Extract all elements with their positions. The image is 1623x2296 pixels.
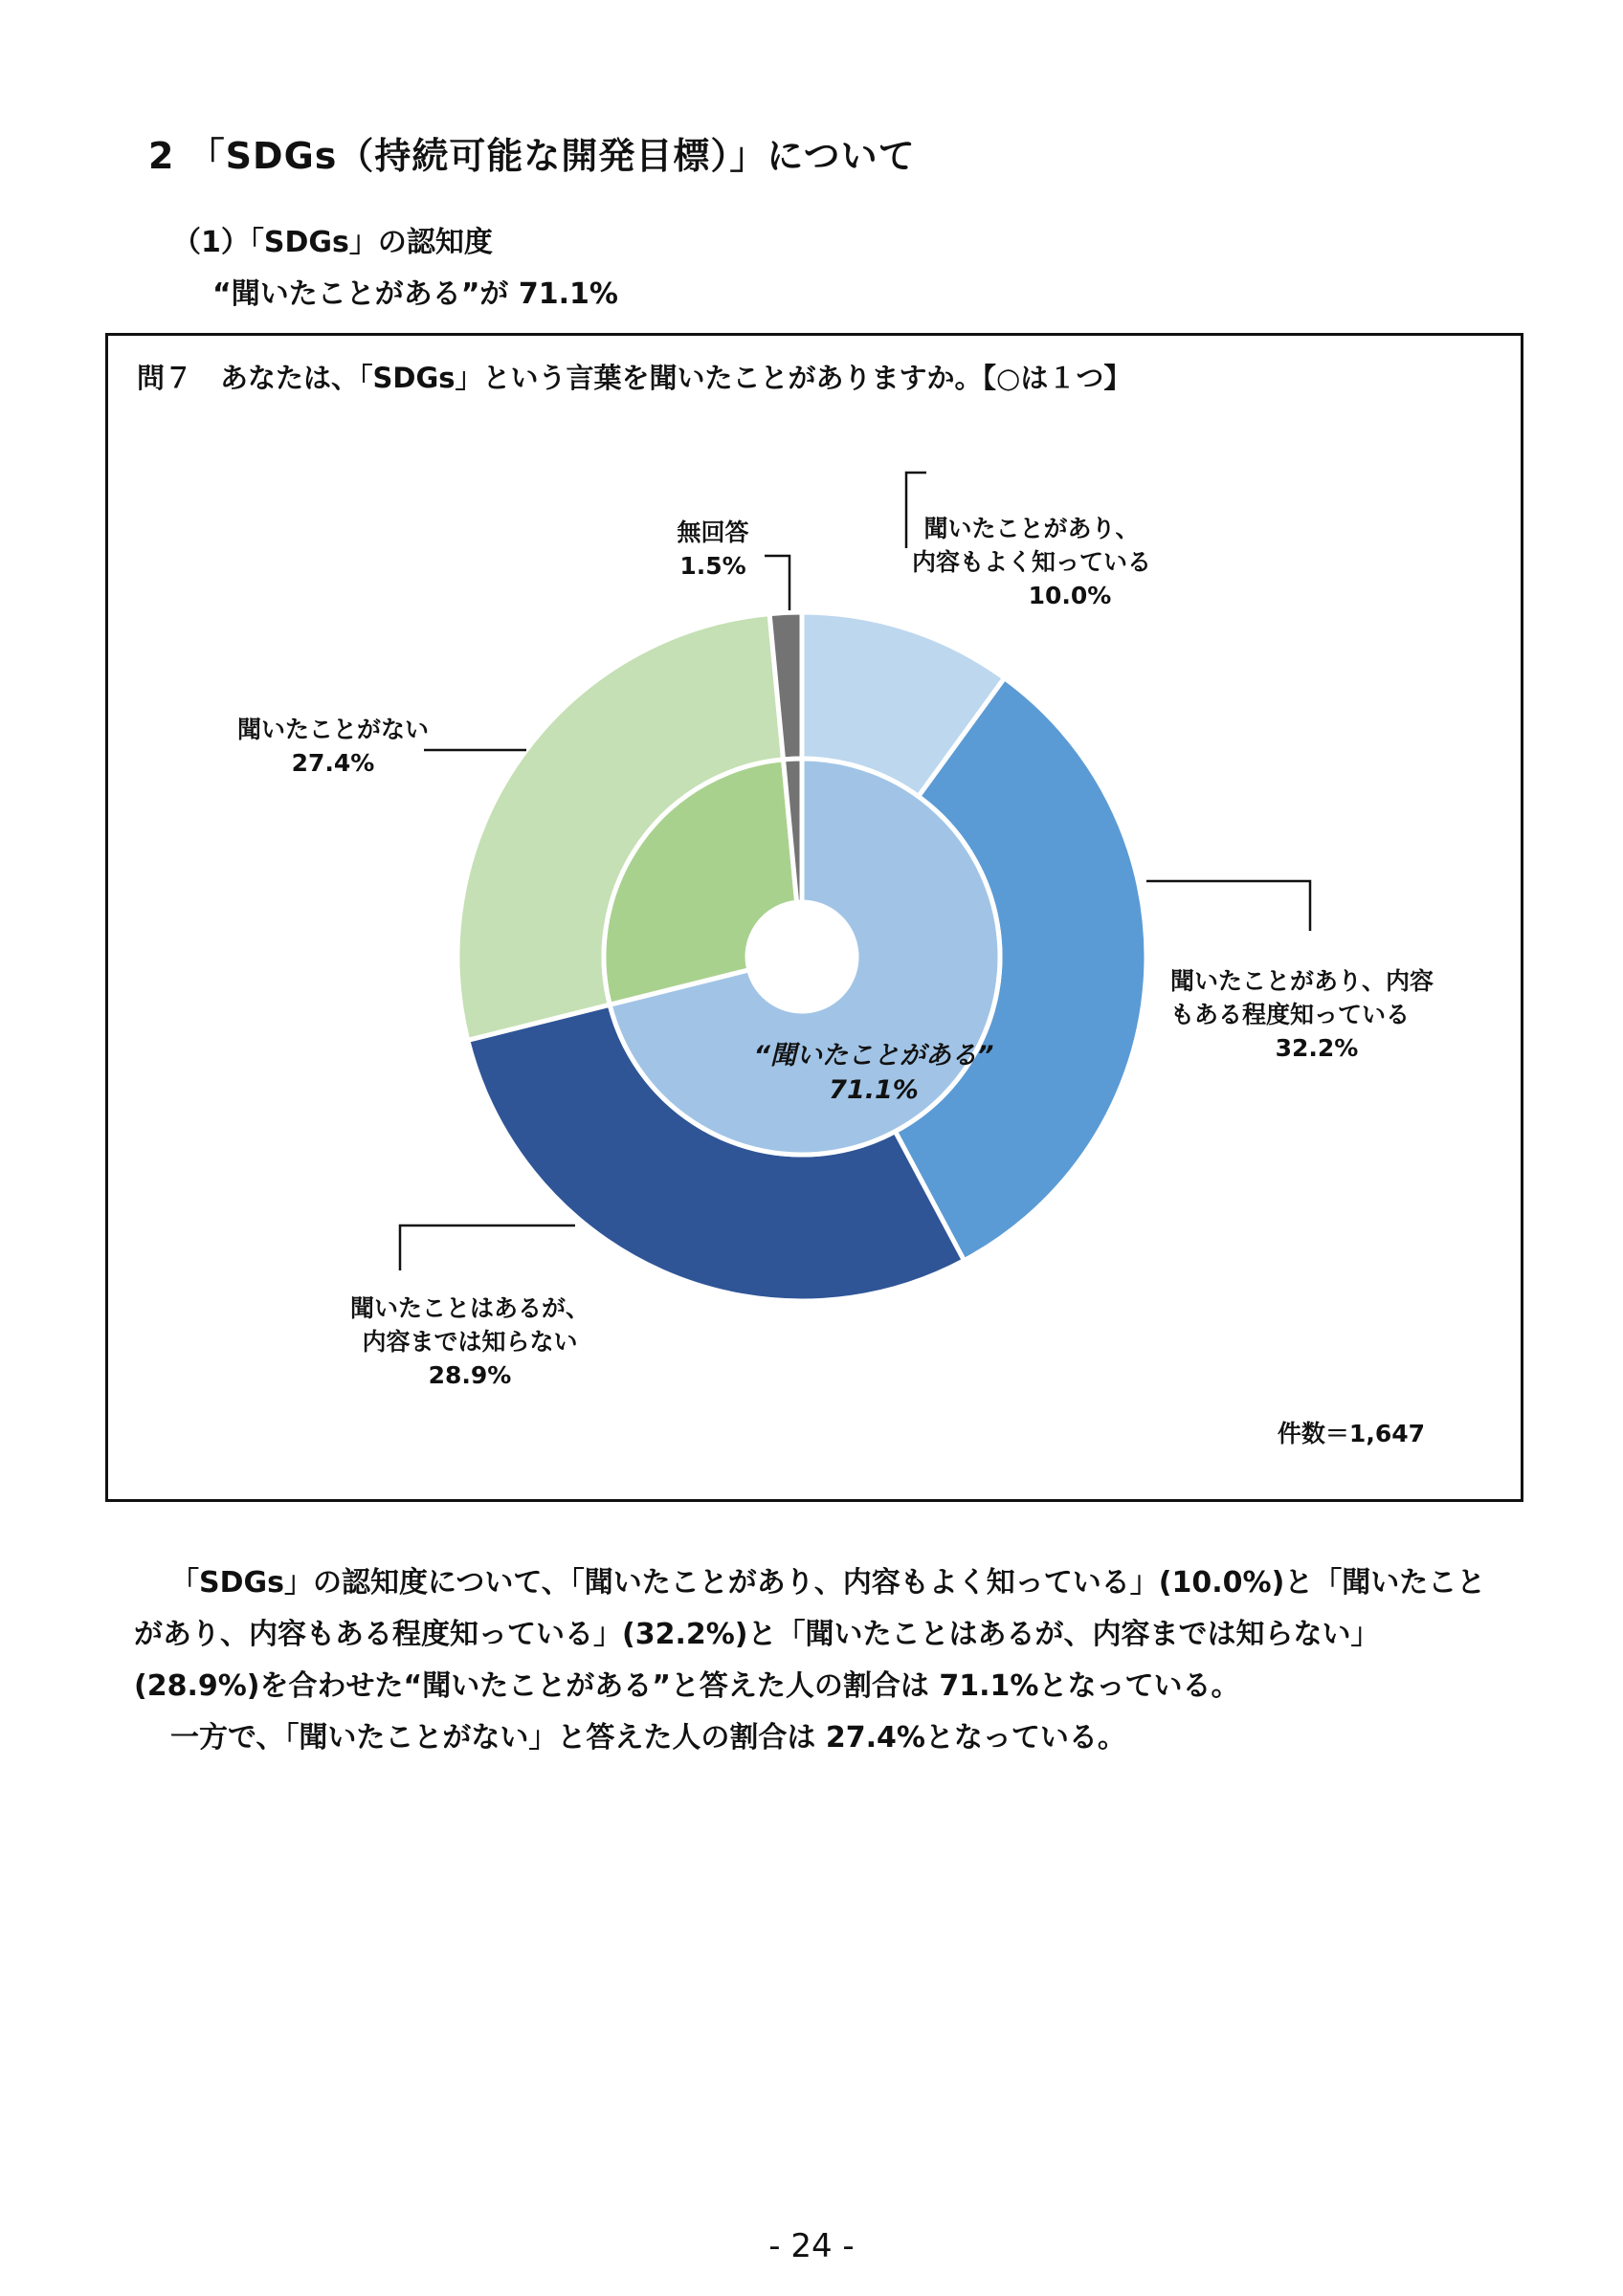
summary-paragraph-2: 一方で、「聞いたことがない」と答えた人の割合は 27.4%となっている。	[170, 1721, 1126, 1755]
label-never_heard	[237, 716, 429, 777]
label-heard_only	[350, 1294, 589, 1389]
sample-count: 件数＝1,647	[1277, 1420, 1425, 1447]
label-heard_only-line-0: 聞いたことはあるが、	[349, 1294, 590, 1322]
label-never_heard-line-0: 聞いたことがない	[236, 716, 430, 743]
leader-line-heard_only	[400, 1225, 575, 1270]
label-never_heard-value: 27.4%	[291, 749, 375, 777]
summary-text	[134, 1557, 1498, 1764]
sub-heading: （1）「SDGs」の認知度	[172, 226, 493, 259]
leader-line-no_answer	[765, 556, 789, 610]
chart-box	[105, 333, 1523, 1502]
sub-headline: “聞いたことがある”が 71.1%	[212, 277, 618, 311]
section-title: 2 「SDGs（持続可能な開発目標）」について	[148, 135, 916, 177]
center-label-line-1: 71.1%	[829, 1075, 919, 1105]
label-somewhat_known	[1170, 967, 1434, 1062]
label-well_known-line-1: 内容もよく知っている	[911, 548, 1152, 576]
center-label-line-0: “聞いたことがある”	[753, 1041, 994, 1071]
label-well_known-value: 10.0%	[1028, 582, 1112, 609]
label-no_answer-line-0: 無回答	[677, 519, 749, 546]
label-well_known-line-0: 聞いたことがあり、	[923, 515, 1140, 542]
label-somewhat_known-line-0: 聞いたことがあり、内容	[1170, 967, 1434, 995]
label-somewhat_known-value: 32.2%	[1275, 1034, 1359, 1062]
label-heard_only-line-1: 内容までは知らない	[362, 1328, 578, 1356]
donut-chart	[108, 336, 1521, 1499]
label-heard_only-value: 28.9%	[428, 1361, 512, 1389]
question-text: 問７ あなたは、「SDGs」という言葉を聞いたことがありますか。【○は１つ】	[137, 362, 1132, 394]
label-well_known	[912, 515, 1151, 609]
page-number: - 24 -	[768, 2227, 855, 2265]
leader-line-somewhat_known	[1146, 881, 1310, 931]
label-no_answer	[677, 519, 748, 580]
summary-paragraph-1: 「SDGs」の認知度について、「聞いたことがあり、内容もよく知っている」(10.0%)と「聞いたことがあり、内容もある程度知っている」(32.2%)と「聞いたことはあるが、内容までは知らない」(28.9%)を合わせた“聞いたことがある”と答えた人の割合は 71.1%となっている。	[134, 1566, 1486, 1703]
label-no_answer-value: 1.5%	[679, 552, 746, 580]
label-somewhat_known-line-1: もある程度知っている	[1170, 1001, 1411, 1028]
